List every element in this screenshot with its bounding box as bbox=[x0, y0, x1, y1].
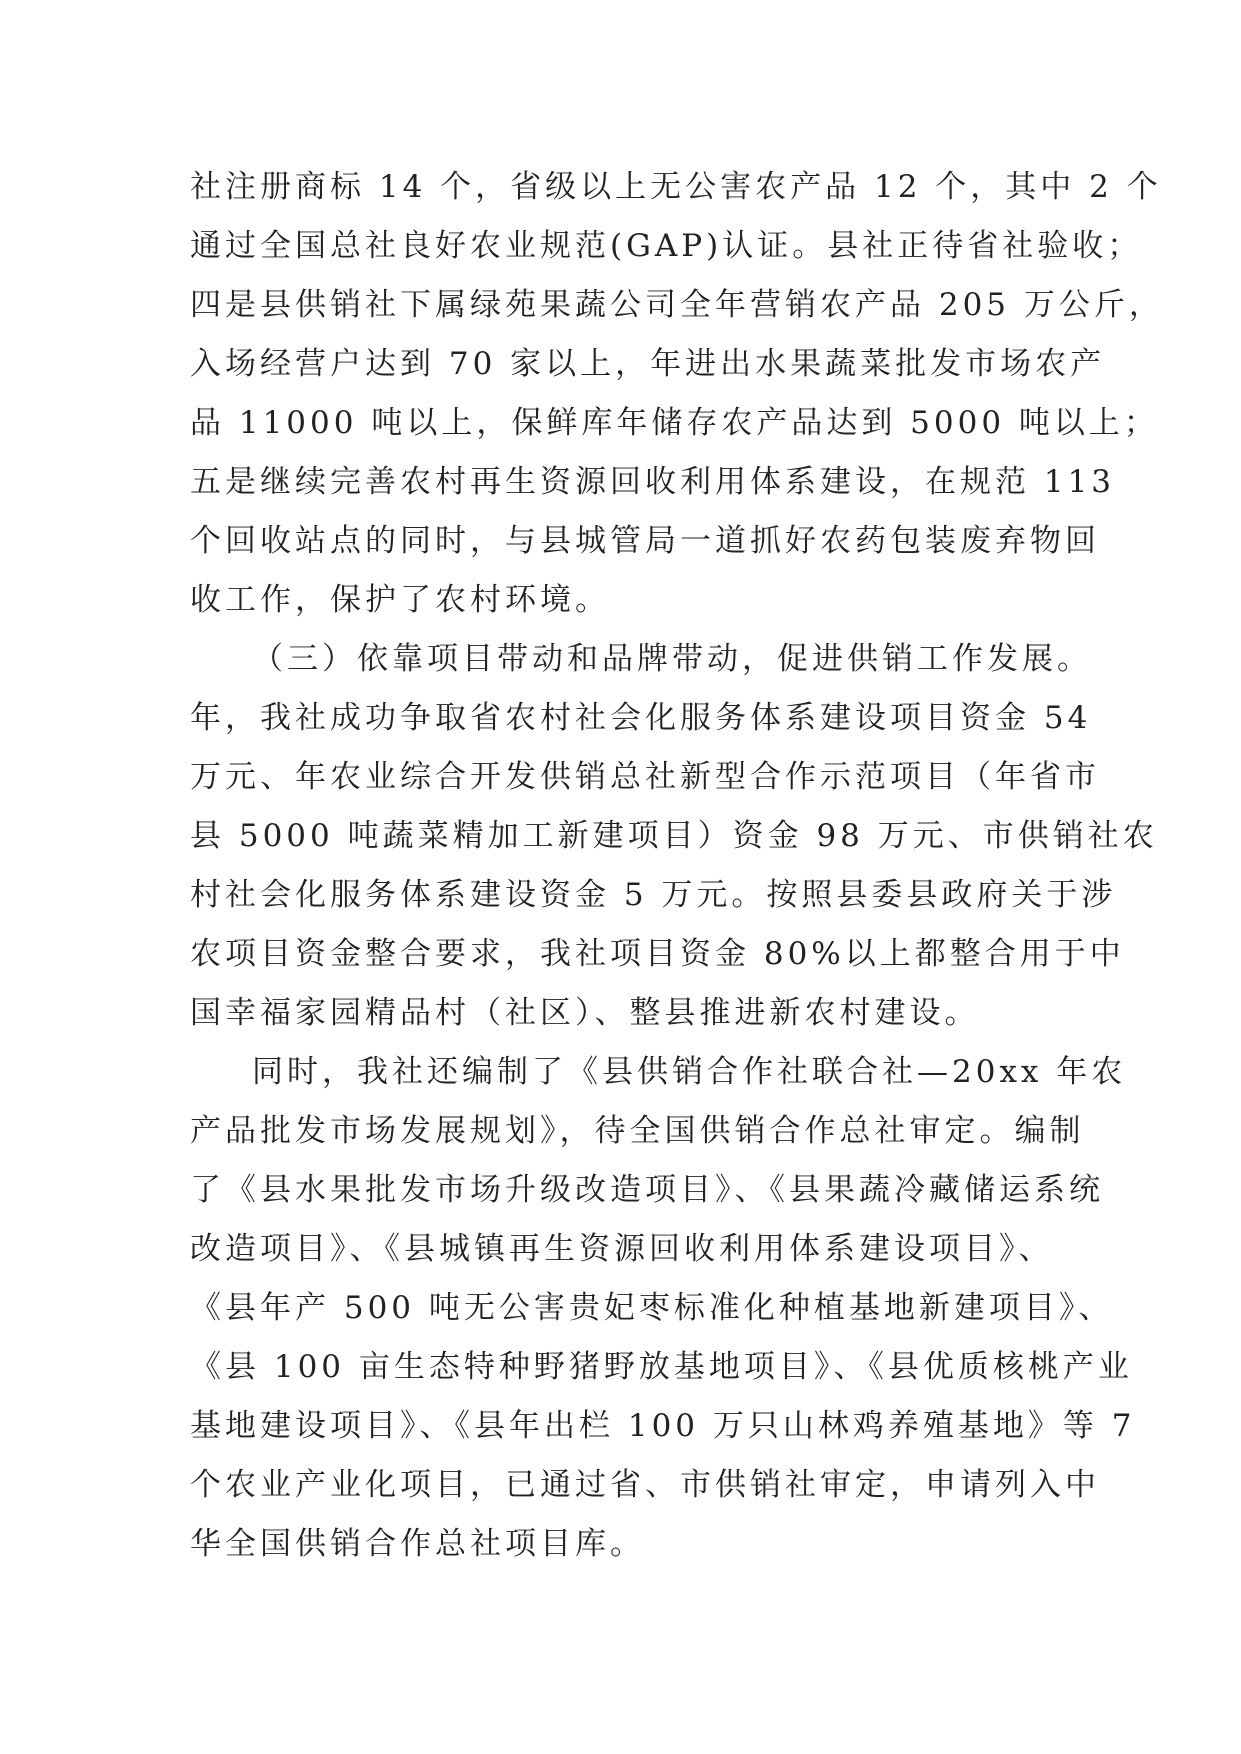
text-line: 收工作，保护了农村环境。 bbox=[190, 582, 610, 618]
text-line: 入场经营户达到 70 家以上，年进出水果蔬菜批发市场农产 bbox=[190, 346, 1106, 382]
text-line: 社注册商标 14 个，省级以上无公害农产品 12 个，其中 2 个 bbox=[190, 169, 1162, 205]
text-line: 村社会化服务体系建设资金 5 万元。按照县委县政府关于涉 bbox=[190, 877, 1117, 913]
text-line: 农项目资金整合要求，我社项目资金 80%以上都整合用于中 bbox=[190, 936, 1125, 972]
body-text bbox=[190, 158, 1164, 1574]
text-line: 基地建设项目》、《县年出栏 100 万只山林鸡养殖基地》等 7 bbox=[190, 1408, 1136, 1444]
text-line: 产品批发市场发展规划》，待全国供销合作总社审定。编制 bbox=[190, 1113, 1085, 1149]
text-line: 五是继续完善农村再生资源回收利用体系建设，在规范 113 bbox=[190, 464, 1116, 500]
text-line: 华全国供销合作总社项目库。 bbox=[190, 1526, 645, 1562]
text-line: 《县 100 亩生态特种野猪野放基地项目》、《县优质核桃产业 bbox=[190, 1349, 1133, 1385]
text-line: 了《县水果批发市场升级改造项目》、《县果蔬冷藏储运系统 bbox=[190, 1172, 1104, 1208]
text-line: 品 11000 吨以上，保鲜库年储存农产品达到 5000 吨以上； bbox=[190, 405, 1159, 441]
text-line: 《县年产 500 吨无公害贵妃枣标准化种植基地新建项目》、 bbox=[190, 1290, 1114, 1326]
text-line: 年，我社成功争取省农村社会化服务体系建设项目资金 54 bbox=[190, 700, 1092, 736]
text-line: 个农业产业化项目，已通过省、市供销社审定，申请列入中 bbox=[190, 1467, 1100, 1503]
text-line: 国幸福家园精品村（社区）、整县推进新农村建设。 bbox=[190, 995, 980, 1031]
section-heading: （三）依靠项目带动和品牌带动，促进供销工作发展。 bbox=[252, 641, 1092, 677]
text-line: 个回收站点的同时，与县城管局一道抓好农药包装废弃物回 bbox=[190, 523, 1100, 559]
text-line: 县 5000 吨蔬菜精加工新建项目）资金 98 万元、市供销社农 bbox=[190, 818, 1158, 854]
text-line: 通过全国总社良好农业规范(GAP)认证。县社正待省社验收； bbox=[190, 228, 1143, 264]
text-line: 万元、年农业综合开发供销总社新型合作示范项目（年省市 bbox=[190, 759, 1100, 795]
text-line: 四是县供销社下属绿苑果蔬公司全年营销农产品 205 万公斤， bbox=[190, 287, 1164, 323]
paragraph-start: 同时，我社还编制了《县供销合作社联合社—20xx 年农 bbox=[252, 1054, 1127, 1090]
text-line: 改造项目》、《县城镇再生资源回收利用体系建设项目》、 bbox=[190, 1231, 1054, 1267]
